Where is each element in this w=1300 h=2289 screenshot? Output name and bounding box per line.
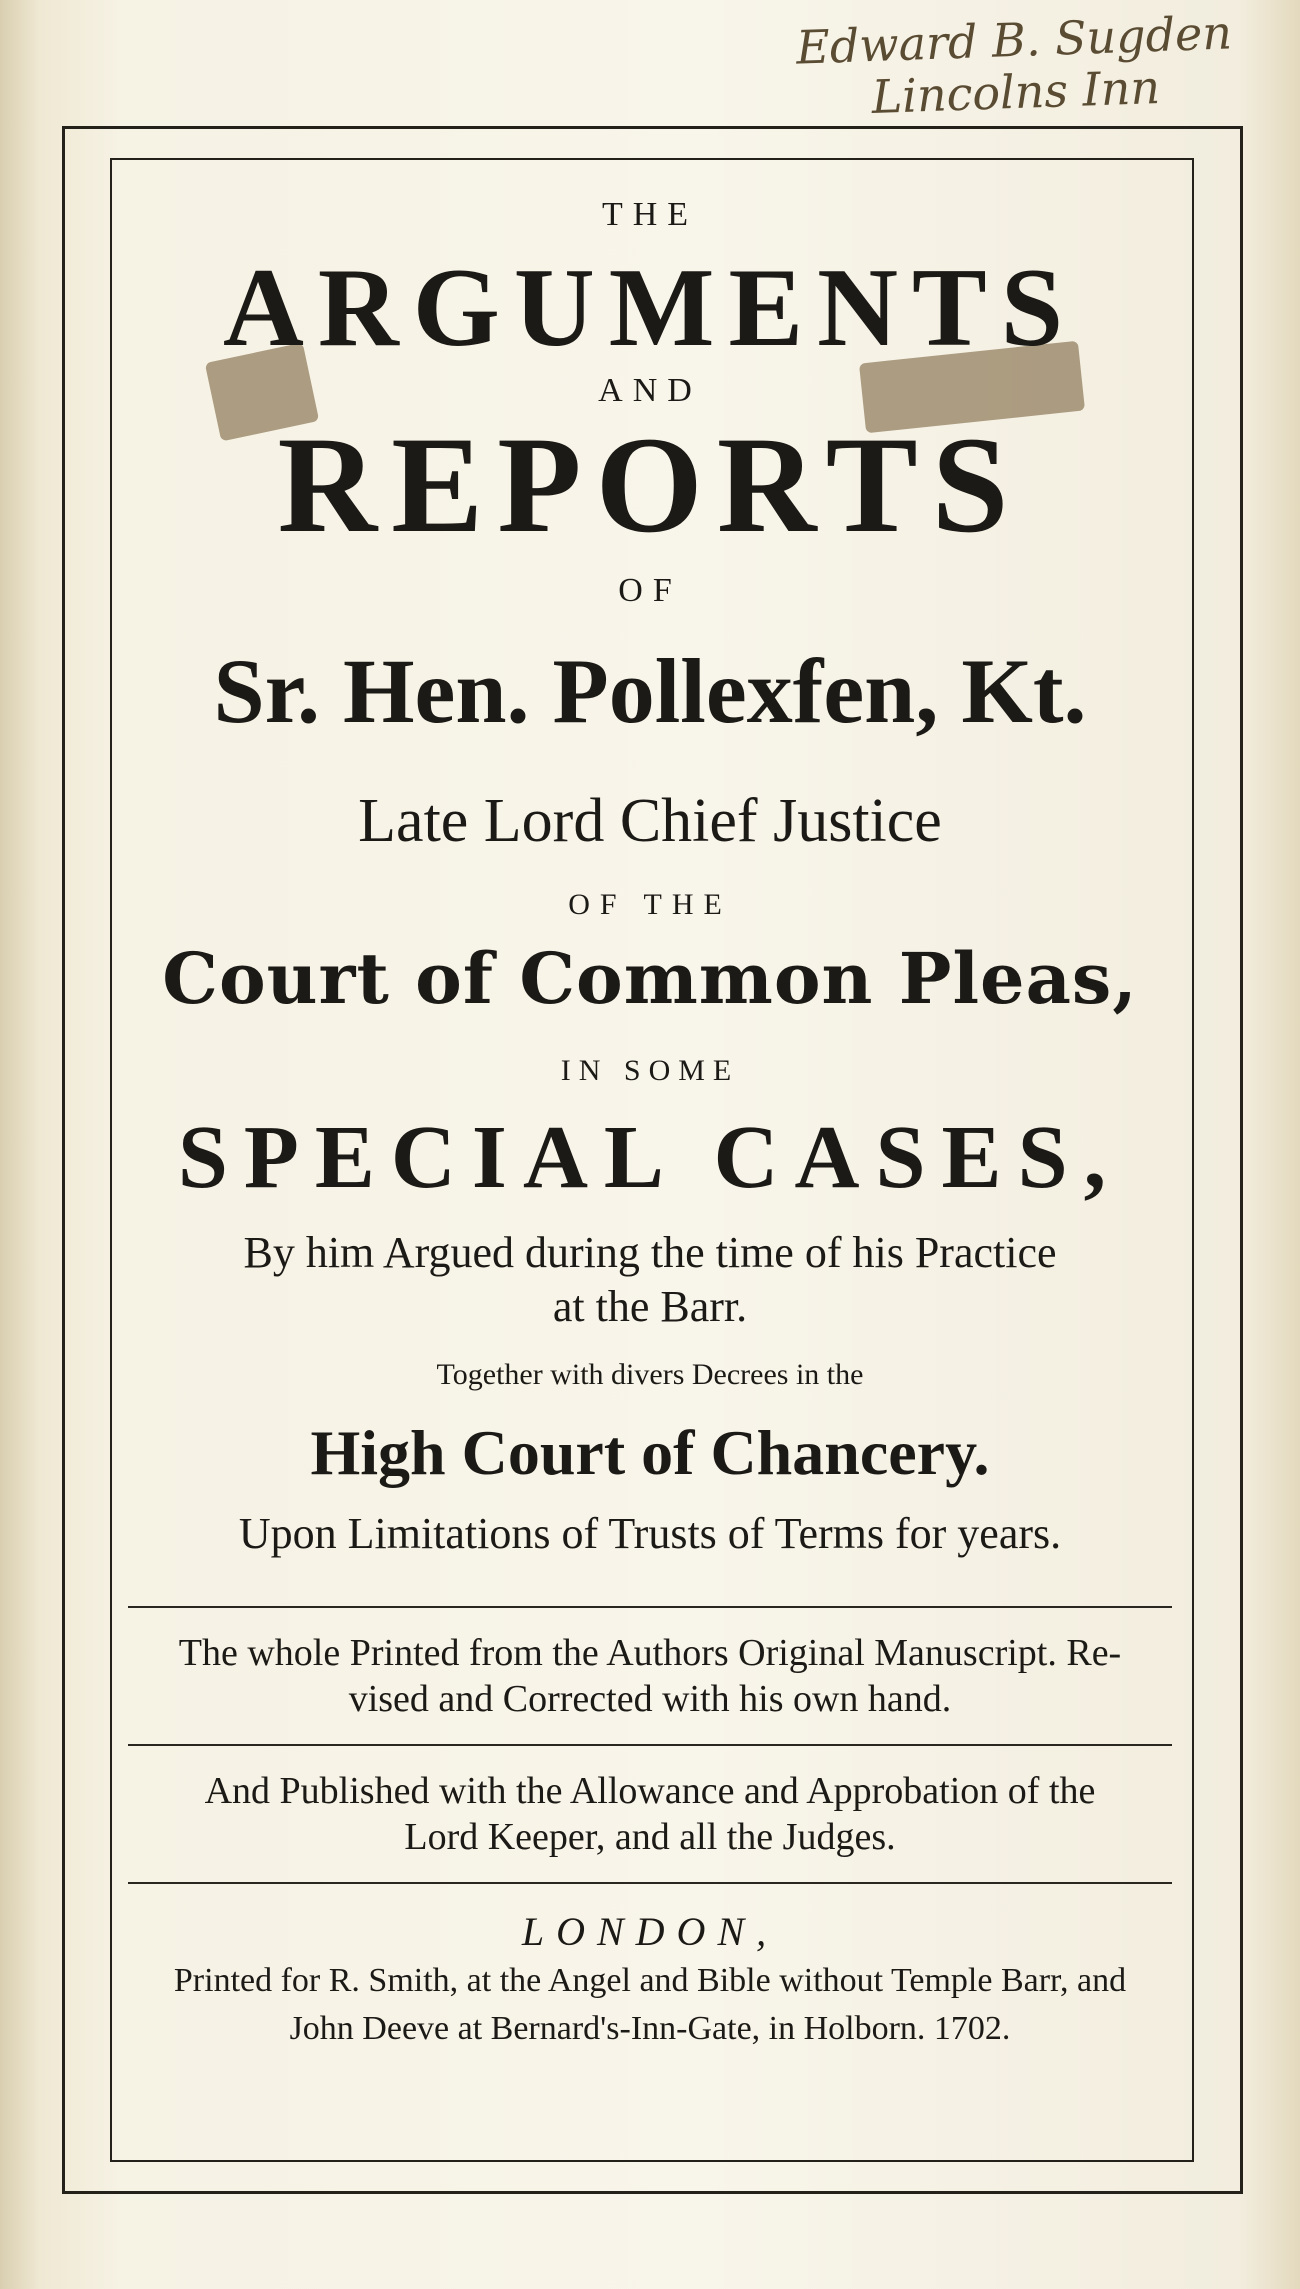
title-text-block bbox=[118, 170, 1182, 2051]
subtitle-by-him-line-2: at the Barr. bbox=[552, 1282, 748, 1331]
imprint-line-1: Printed for R. Smith, at the Angel and Bible without Temple Barr, and bbox=[173, 1962, 1127, 1999]
author-name: Sr. Hen. Pollexfen, Kt. bbox=[213, 640, 1087, 742]
title-of: OF bbox=[618, 572, 682, 609]
title-special-cases: SPECIAL CASES, bbox=[177, 1108, 1123, 1207]
title-arguments: ARGUMENTS bbox=[222, 246, 1078, 370]
signature-line-2: Lincolns Inn bbox=[870, 59, 1161, 125]
handwritten-signature bbox=[773, 6, 1257, 133]
title-of-the: OF THE bbox=[568, 888, 732, 921]
imprint-line-2: John Deeve at Bernard's-Inn-Gate, in Holborn. 1702. bbox=[289, 2010, 1011, 2047]
published-note-line-1: And Published with the Allowance and Approbation of the bbox=[204, 1770, 1096, 1812]
title-reports: REPORTS bbox=[277, 408, 1023, 561]
title-and: AND bbox=[598, 372, 702, 409]
printed-from-manuscript-note bbox=[128, 1630, 1172, 1722]
court-name: Court of Common Pleas, bbox=[162, 937, 1138, 1020]
signature-line-1: Edward B. Sugden bbox=[795, 5, 1233, 75]
subtitle-by-him-line-1: By him Argued during the time of his Practice bbox=[243, 1228, 1057, 1277]
high-court-of-chancery: High Court of Chancery. bbox=[310, 1417, 990, 1488]
title-the: THE bbox=[601, 196, 699, 233]
published-with-allowance-note bbox=[128, 1768, 1172, 1860]
title-in-some: IN SOME bbox=[560, 1054, 740, 1087]
printed-note-line-1: The whole Printed from the Authors Original Manuscript. Re- bbox=[178, 1632, 1122, 1674]
published-note-line-2: Lord Keeper, and all the Judges. bbox=[404, 1816, 896, 1858]
subtitle-together: Together with divers Decrees in the bbox=[436, 1358, 864, 1391]
printed-note-line-2: vised and Corrected with his own hand. bbox=[348, 1678, 952, 1720]
divider-rule-1 bbox=[128, 1606, 1172, 1608]
author-office: Late Lord Chief Justice bbox=[358, 787, 942, 855]
divider-rule-3 bbox=[128, 1882, 1172, 1884]
divider-rule-2 bbox=[128, 1744, 1172, 1746]
imprint-london: LONDON, bbox=[521, 1909, 779, 1954]
subtitle-upon-limitations: Upon Limitations of Trusts of Terms for years. bbox=[238, 1509, 1062, 1558]
